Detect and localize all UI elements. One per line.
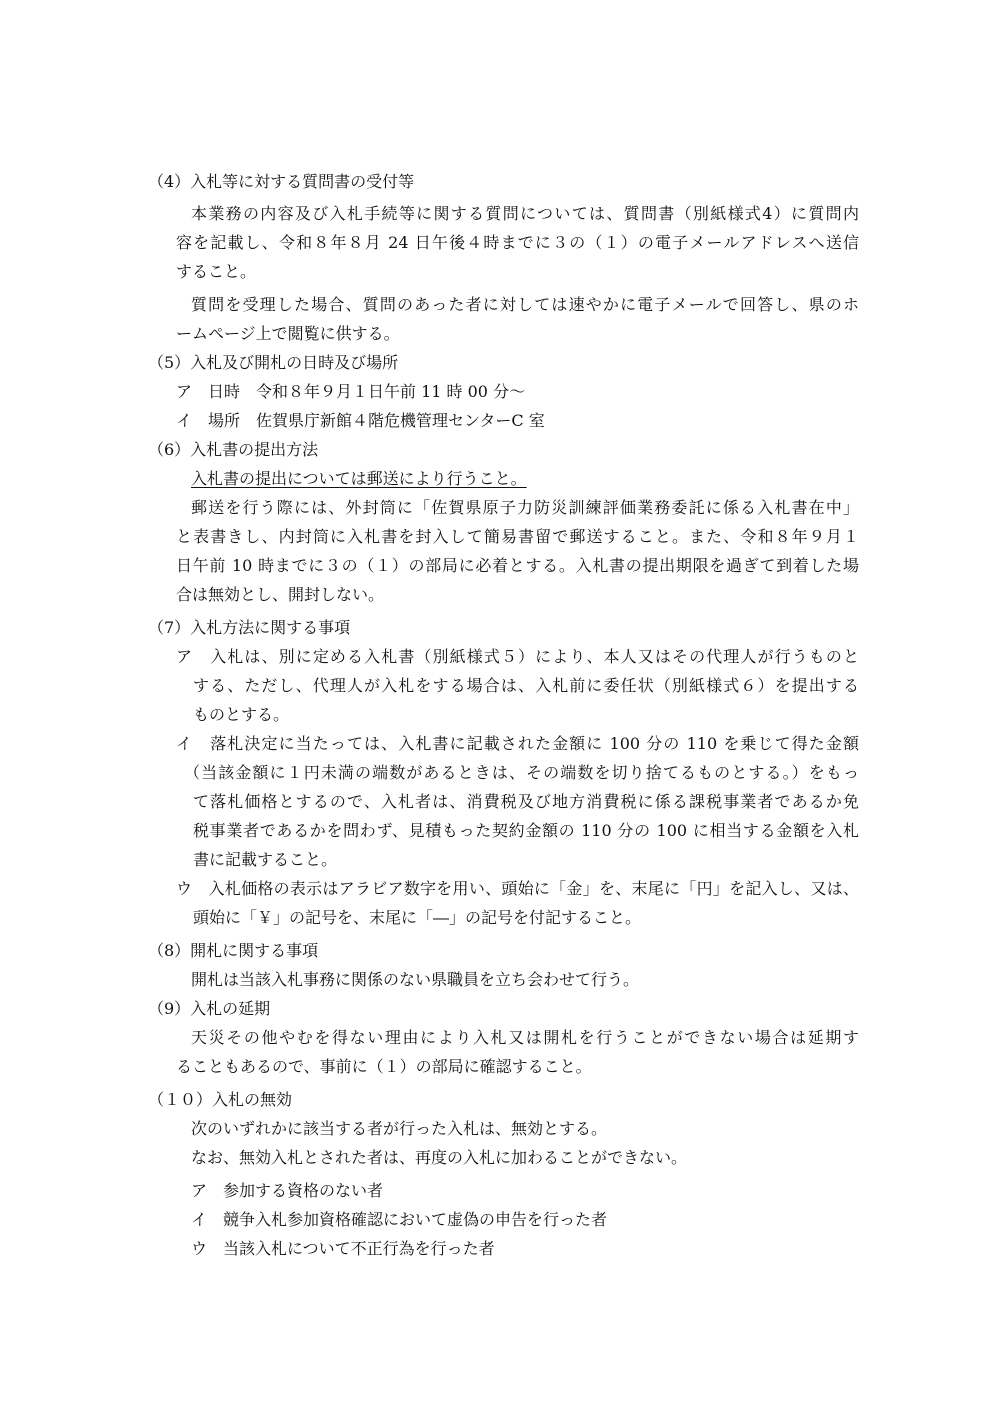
paragraph-line: 容を記載し、令和８年８月 24 日午後４時までに３の（１）の電子メールアドレスへ送信 xyxy=(176,233,859,252)
paragraph-line: 合は無効とし、開封しない。 xyxy=(176,585,385,604)
section-heading-9: （9）入札の延期 xyxy=(148,999,271,1018)
list-item-continuation: する、ただし、代理人が入札をする場合は、入札前に委任状（別紙様式６）を提出する xyxy=(193,676,859,695)
list-item-continuation: 税事業者であるかを問わず、見積もった契約金額の 110 分の 100 に相当する金額を入札 xyxy=(193,821,859,840)
paragraph-line: 日午前 10 時までに３の（１）の部局に必着とする。入札書の提出期限を過ぎて到着した場 xyxy=(176,556,859,575)
underlined-text: 入札書の提出については郵送により行うこと。 xyxy=(191,469,527,488)
list-item: ア 入札は、別に定める入札書（別紙様式５）により、本人又はその代理人が行うものと xyxy=(176,647,859,666)
list-item: ウ 当該入札について不正行為を行った者 xyxy=(191,1239,495,1258)
section-heading-6: （6）入札書の提出方法 xyxy=(148,440,319,459)
paragraph-line: と表書きし、内封筒に入札書を封入して簡易書留で郵送すること。また、令和８年９月１ xyxy=(176,527,859,546)
section-heading-5: （5）入札及び開札の日時及び場所 xyxy=(148,353,399,372)
paragraph-line: 次のいずれかに該当する者が行った入札は、無効とする。 xyxy=(191,1119,608,1138)
list-item-continuation: ものとする。 xyxy=(193,705,290,724)
paragraph-line: 本業務の内容及び入札手続等に関する質問については、質問書（別紙様式4）に質問内 xyxy=(191,204,859,223)
paragraph-line: なお、無効入札とされた者は、再度の入札に加わることができない。 xyxy=(191,1148,688,1167)
list-item: イ 場所 佐賀県庁新館４階危機管理センターC 室 xyxy=(176,411,545,430)
list-item-continuation: 頭始に「￥」の記号を、末尾に「―」の記号を付記すること。 xyxy=(193,908,642,927)
section-heading-10: （１０）入札の無効 xyxy=(148,1090,293,1109)
paragraph-line: 開札は当該入札事務に関係のない県職員を立ち会わせて行う。 xyxy=(191,970,640,989)
paragraph-line: すること。 xyxy=(176,262,257,281)
paragraph-line: 質問を受理した場合、質問のあった者に対しては速やかに電子メールで回答し、県のホ xyxy=(191,295,859,314)
section-heading-4: （4）入札等に対する質問書の受付等 xyxy=(148,172,415,191)
list-item: ア 参加する資格のない者 xyxy=(191,1181,384,1200)
section-heading-7: （7）入札方法に関する事項 xyxy=(148,618,351,637)
list-item: イ 落札決定に当たっては、入札書に記載された金額に 100 分の 110 を乗じて得た金額 xyxy=(176,734,859,753)
paragraph-line: ることもあるので、事前に（１）の部局に確認すること。 xyxy=(176,1057,592,1076)
list-item-continuation: 書に記載すること。 xyxy=(193,850,338,869)
paragraph-line: ームページ上で閲覧に供する。 xyxy=(176,324,400,343)
paragraph-line: 郵送を行う際には、外封筒に「佐賀県原子力防災訓練評価業務委託に係る入札書在中」 xyxy=(191,498,859,517)
list-item-continuation: て落札価格とするので、入札者は、消費税及び地方消費税に係る課税事業者であるか免 xyxy=(193,792,859,811)
list-item-continuation: （当該金額に１円未満の端数があるときは、その端数を切り捨てるものとする。）をもっ xyxy=(184,763,859,782)
list-item: ア 日時 令和８年９月１日午前 11 時 00 分～ xyxy=(176,382,526,401)
list-item: ウ 入札価格の表示はアラビア数字を用い、頭始に「金」を、末尾に「円」を記入し、又は、 xyxy=(176,879,859,898)
list-item: イ 競争入札参加資格確認において虚偽の申告を行った者 xyxy=(191,1210,608,1229)
section-heading-8: （8）開札に関する事項 xyxy=(148,941,319,960)
paragraph-line: 天災その他やむを得ない理由により入札又は開札を行うことができない場合は延期す xyxy=(191,1028,859,1047)
